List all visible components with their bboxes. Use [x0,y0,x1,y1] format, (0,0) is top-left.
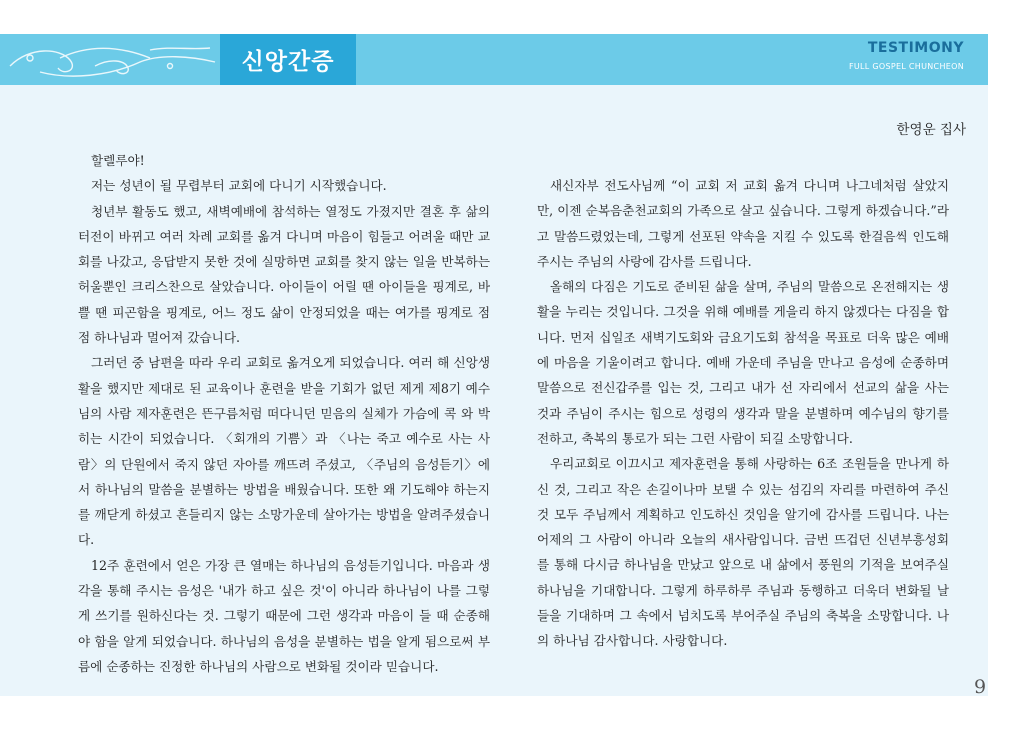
paragraph: 할렐루야! [91,153,145,168]
swirl-ornament-icon [0,36,220,84]
right-column [537,173,949,654]
paragraph: 새신자부 전도사님께 “이 교회 저 교회 옮겨 다니며 나그네처럼 살았지만, 이젠 순복음춘천교회의 가족으로 살고 싶습니다. 그렇게 하겠습니다.”라고 말씀드렸었는데, 그렇게 선포된 약속을 지킬 수 있도록 한걸음씩 인도해 주시는 주님의 사랑에 감사를 드립니다. [537,178,949,269]
paragraph: 12주 훈련에서 얻은 가장 큰 열매는 하나님의 음성듣기입니다. 마음과 생각을 통해 주시는 음성은 '내가 하고 싶은 것'이 아니라 하나님이 나를 그렇게 쓰기를 원하신다는 것. 그렇기 때문에 그런 생각과 마음이 들 때 순종해야 함을 알게 되었습니다. 하나님의 음성을 분별하는 법을 알게 됨으로써 부름에 순종하는 진정한 하나님의 사람으로 변화될 것이라 믿습니다. [78,557,490,674]
label-testimony: TESTIMONY [867,40,964,56]
section-title: 신앙간증 [241,49,335,75]
author-name: 한영운 집사 [896,122,966,138]
section-title-tab [220,34,356,85]
page-number: 9 [974,676,987,698]
paragraph: 저는 성년이 될 무렵부터 교회에 다니기 시작했습니다. [91,178,387,194]
paragraph: 그러던 중 남편을 따라 우리 교회로 옮겨오게 되었습니다. 여러 해 신앙생활을 했지만 제대로 된 교육이나 훈련을 받을 기회가 없던 제게 제8기 예수님의 사람 제자훈련은 뜬구름처럼 떠다니던 믿음의 실체가 가슴에 콕 와 박히는 시간이 되었습니다. 〈회개의 기쁨〉과 〈나는 죽고 예수로 사는 사람〉의 단원에서 죽지 않던 자아를 깨뜨려 주셨고, 〈주님의 음성듣기〉에서 하나님의 말씀을 분별하는 방법을 배웠습니다. 또한 왜 기도해야 하는지를 깨닫게 하셨고 흔들리지 않는 소망가운데 살아가는 방법을 알려주셨습니다. [78,355,490,548]
paragraph: 우리교회로 이끄시고 제자훈련을 통해 사랑하는 6조 조원들을 만나게 하신 것, 그리고 작은 손길이나마 보탤 수 있는 섬김의 자리를 마련하여 주신 것 모두 주님께서 계획하고 인도하신 것임을 알기에 감사를 드립니다. 나는 어제의 그 사람이 아니라 오늘의 새사람입니다. 금번 뜨겁던 신년부흥성회를 통해 다시금 하나님을 만났고 앞으로 내 삶에서 풍원의 기적을 보여주실 하나님을 기대합니다. 그렇게 하루하루 주님과 동행하고 더욱더 변화될 날들을 기대하며 그 속에서 넘치도록 부어주실 주님의 축복을 소망합니다. 나의 하나님 감사합니다. 사랑합니다. [537,456,949,649]
paragraph: 청년부 활동도 했고, 새벽예배에 참석하는 열정도 가졌지만 결혼 후 삶의 터전이 바뀌고 여러 차례 교회를 옮겨 다니며 마음이 힘들고 어려울 때만 교회를 나갔고, 응답받지 못한 것에 실망하면 교회를 찾지 않는 일을 반복하는 허울뿐인 크리스찬으로 살았습니다. 아이들이 어릴 땐 아이들을 핑계로, 바쁠 땐 피곤함을 핑계로, 어느 정도 삶이 안정되었을 때는 여가를 핑계로 점점 하나님과 멀어져 갔습니다. [78,203,490,346]
label-church: FULL GOSPEL CHUNCHEON [848,62,964,71]
left-column [78,148,490,679]
paragraph: 올해의 다짐은 기도로 준비된 삶을 살며, 주님의 말씀으로 온전해지는 생활을 누리는 것입니다. 그것을 위해 예배를 게을리 하지 않겠다는 다짐을 합니다. 먼저 십일조 새벽기도회와 금요기도회 참석을 목표로 더욱 많은 예배에 마음을 기울이려고 합니다. 예배 가운데 주님을 만나고 음성에 순종하며 말씀으로 전신갑주를 입는 것, 그리고 내가 선 자리에서 선교의 삶을 사는 것과 주님이 주시는 힘으로 성령의 생각과 말을 분별하며 예수님의 향기를 전하고, 축복의 통로가 되는 그런 사람이 되길 소망합니다. [537,279,949,446]
section-label [849,40,964,71]
